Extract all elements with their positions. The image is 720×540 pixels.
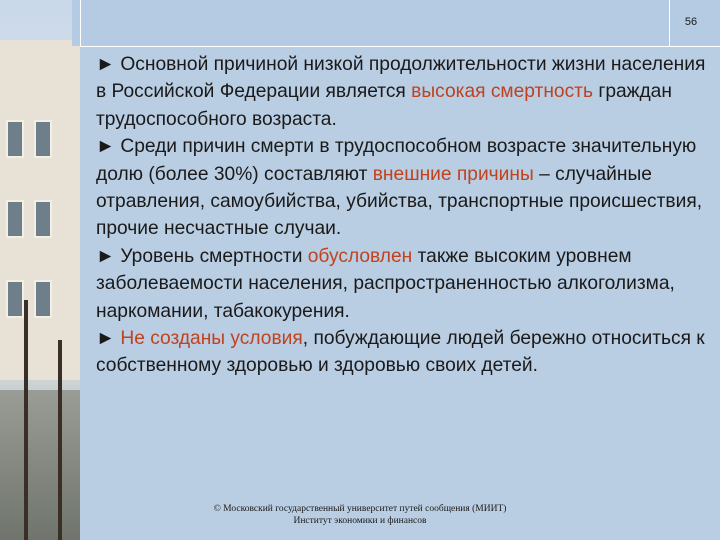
building-window <box>34 120 52 158</box>
tree-trunk <box>58 340 62 540</box>
highlighted-text: высокая смертность <box>411 81 593 103</box>
building-window <box>6 280 24 318</box>
paragraph <box>96 133 708 243</box>
background-photo <box>0 0 80 540</box>
body-text <box>96 51 708 380</box>
text-span: , побуждающие людей бережно относиться к собственному здоровью и здоровью своих детей. <box>96 328 705 377</box>
highlighted-text: обусловлен <box>307 245 413 267</box>
footer <box>80 503 640 527</box>
highlighted-text: внешние причины <box>372 163 534 185</box>
header-band <box>72 0 720 46</box>
building-window <box>34 200 52 238</box>
bullet-marker: ► <box>96 328 115 350</box>
paragraph <box>96 51 708 133</box>
bullet-marker: ► <box>96 136 115 158</box>
text-span: Основной причиной низкой продолжительности жизни населения в Российской Федерации является <box>96 54 706 103</box>
header-divider-right <box>669 0 670 46</box>
bullet-marker: ► <box>96 54 115 75</box>
text-span: граждан трудоспособного возраста. <box>96 81 672 130</box>
footer-institute: Институт экономики и финансов <box>293 516 427 526</box>
building-window <box>6 120 24 158</box>
building-window <box>34 280 52 318</box>
tree-trunk <box>24 300 28 540</box>
bullet-marker: ► <box>96 245 115 267</box>
text-span: также высоким уровнем заболеваемости населения, распространенностью алкоголизма, наркомании, табакокурения. <box>96 245 675 322</box>
text-span: Уровень смертности <box>115 245 308 267</box>
text-span: Среди причин смерти в трудоспособном возрасте значительную долю (более 30%) составляют <box>96 136 697 185</box>
header-divider-left <box>80 0 81 46</box>
paragraph <box>96 243 708 325</box>
footer-copyright: © Московский государственный университет путей сообщения (МИИТ) <box>213 504 507 514</box>
page-number: 56 <box>684 16 698 28</box>
building-window <box>6 200 24 238</box>
text-span: – случайные отравления, самоубийства, убийства, транспортные происшествия, прочие несчастные случаи. <box>96 163 703 240</box>
street-ground <box>0 390 80 540</box>
slide-content <box>80 47 720 540</box>
highlighted-text: Не созданы условия <box>120 328 303 350</box>
paragraph <box>96 325 708 380</box>
